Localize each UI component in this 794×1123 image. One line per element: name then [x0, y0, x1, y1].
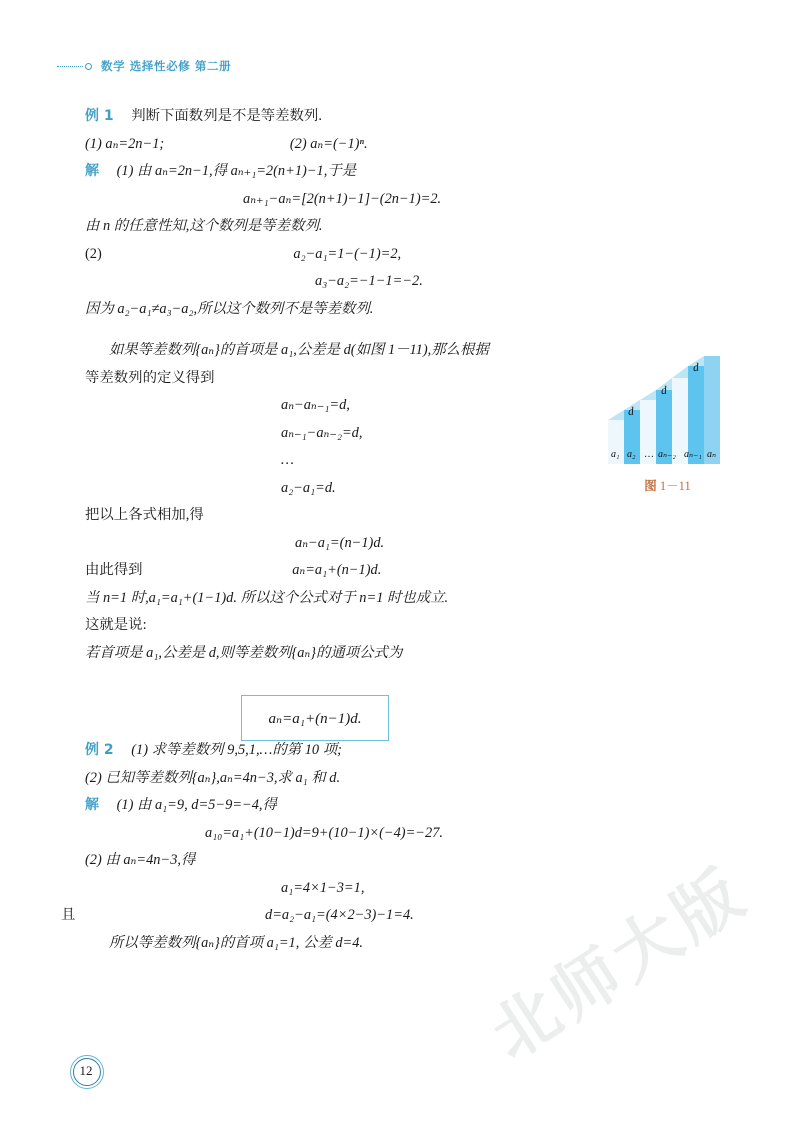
example1-heading: [85, 103, 585, 131]
example1-solution-line1: [85, 158, 585, 186]
example2-label: 例 2: [85, 742, 114, 758]
d-label-3: d: [692, 361, 700, 375]
bar-label-an-1: aₙ₋₁: [684, 449, 702, 460]
example1-s1-line2: 由 n 的任意性知,这个数列是等差数列.: [85, 218, 323, 234]
derivation-sum-eq: aₙ−a₁=(n−1)d.: [295, 534, 385, 551]
derivation-intro-line2: 等差数列的定义得到: [85, 369, 215, 386]
d-label-1: d: [627, 405, 635, 419]
example2-s1-equation: a₁₀=a₁+(10−1)d=9+(10−1)×(−4)=−27.: [205, 824, 444, 841]
derivation-eq3: a₂−a₁=d.: [281, 479, 336, 496]
example1-title: 判断下面数列是不是等差数列.: [131, 108, 322, 124]
derivation-statement: 若首项是 a₁,公差是 d,则等差数列{aₙ}的通项公式为: [85, 644, 403, 661]
example2-conclusion: 所以等差数列{aₙ}的首项 a₁=1, 公差 d=4.: [109, 934, 364, 951]
page-content: [61, 103, 585, 957]
example1-label: 例 1: [85, 108, 114, 124]
example2-s2-line: (2) 由 aₙ=4n−3,得: [85, 852, 196, 868]
boxed-general-term-formula: [241, 695, 389, 741]
example1-s2-marker: (2): [85, 245, 102, 262]
example2-s2-eq2: d=a₂−a₁=(4×2−3)−1=4.: [265, 907, 414, 923]
derivation-intro-line1: 如果等差数列{aₙ}的首项是 a₁,公差是 d(如图 1－11),那么根据: [109, 342, 489, 358]
derivation-eq-dots: …: [281, 452, 294, 468]
example1-items: [85, 131, 585, 159]
example2-s2-eq1: a₁=4×1−3=1,: [281, 879, 365, 896]
derivation-n1-line: 当 n=1 时,a₁=a₁+(1−1)d. 所以这个公式对于 n=1 时也成立.: [85, 589, 449, 606]
running-header: [57, 58, 231, 74]
example1-s2-row1: [85, 241, 585, 269]
page-number-text: 12: [79, 1063, 93, 1078]
derivation-thus-row: [85, 557, 585, 585]
page-number-badge: [70, 1055, 104, 1089]
header-rule-decoration: [57, 66, 83, 67]
example1-s2-conclusion: 因为 a₂−a₁≠a₃−a₂,所以这个数列不是等差数列.: [85, 300, 374, 317]
bar-label-a2: a₂: [627, 449, 636, 460]
derivation-eq1: aₙ−aₙ₋₁=d,: [281, 397, 350, 413]
figure-caption-cn: 图: [644, 478, 657, 493]
example1-s1-line1: (1) 由 aₙ=2n−1,得 aₙ₊₁=2(n+1)−1,于是: [116, 163, 357, 179]
figure-1-11: [600, 352, 735, 500]
example1-s2-eq1: a₂−a₁=1−(−1)=2,: [293, 245, 402, 262]
watermark-text: 北师大版: [479, 855, 761, 1074]
example1-s1-equation: aₙ₊₁−aₙ=[2(n+1)−1]−(2n−1)=2.: [243, 190, 442, 207]
bar-label-an-2: aₙ₋₂: [658, 449, 676, 460]
example2-and-row: [61, 902, 585, 930]
bar-label-a1: a₁: [611, 449, 620, 460]
example1-item2: (2) aₙ=(−1)ⁿ.: [289, 135, 368, 152]
derivation-sum-line: 把以上各式相加,得: [85, 507, 204, 523]
derivation-thus-eq: aₙ=a₁+(n−1)d.: [292, 562, 382, 578]
example2-item2: (2) 已知等差数列{aₙ},aₙ=4n−3,求 a₁ 和 d.: [85, 769, 341, 786]
example1-item1: (1) aₙ=2n−1;: [85, 135, 165, 152]
header-title: 数学 选择性必修 第二册: [101, 59, 232, 73]
example2-heading: [85, 737, 585, 765]
d-label-2: d: [660, 384, 668, 398]
example2-and-label: 且: [61, 907, 76, 923]
derivation-thus-label: 由此得到: [85, 562, 143, 578]
boxed-formula-text: aₙ=a₁+(n−1)d.: [268, 710, 362, 727]
derivation-that-is: 这就是说:: [85, 617, 147, 633]
example2-solution-line: [85, 792, 585, 820]
figure-caption-number: 1－11: [659, 479, 691, 493]
example1-solve-label: 解: [85, 163, 99, 179]
bar-label-an: aₙ: [707, 449, 717, 460]
bar-label-ellipsis: …: [644, 449, 654, 460]
example2-item1: (1) 求等差数列 9,5,1,…的第 10 项;: [131, 742, 342, 758]
example2-solve-label: 解: [85, 797, 99, 813]
derivation-eq2: aₙ₋₁−aₙ₋₂=d,: [281, 424, 363, 441]
header-dot-icon: [85, 63, 92, 70]
example2-s1-line: (1) 由 a₁=9, d=5−9=−4,得: [116, 797, 277, 813]
example1-s2-eq2: a₃−a₂=−1−1=−2.: [315, 273, 423, 289]
figure-caption: [600, 476, 735, 494]
